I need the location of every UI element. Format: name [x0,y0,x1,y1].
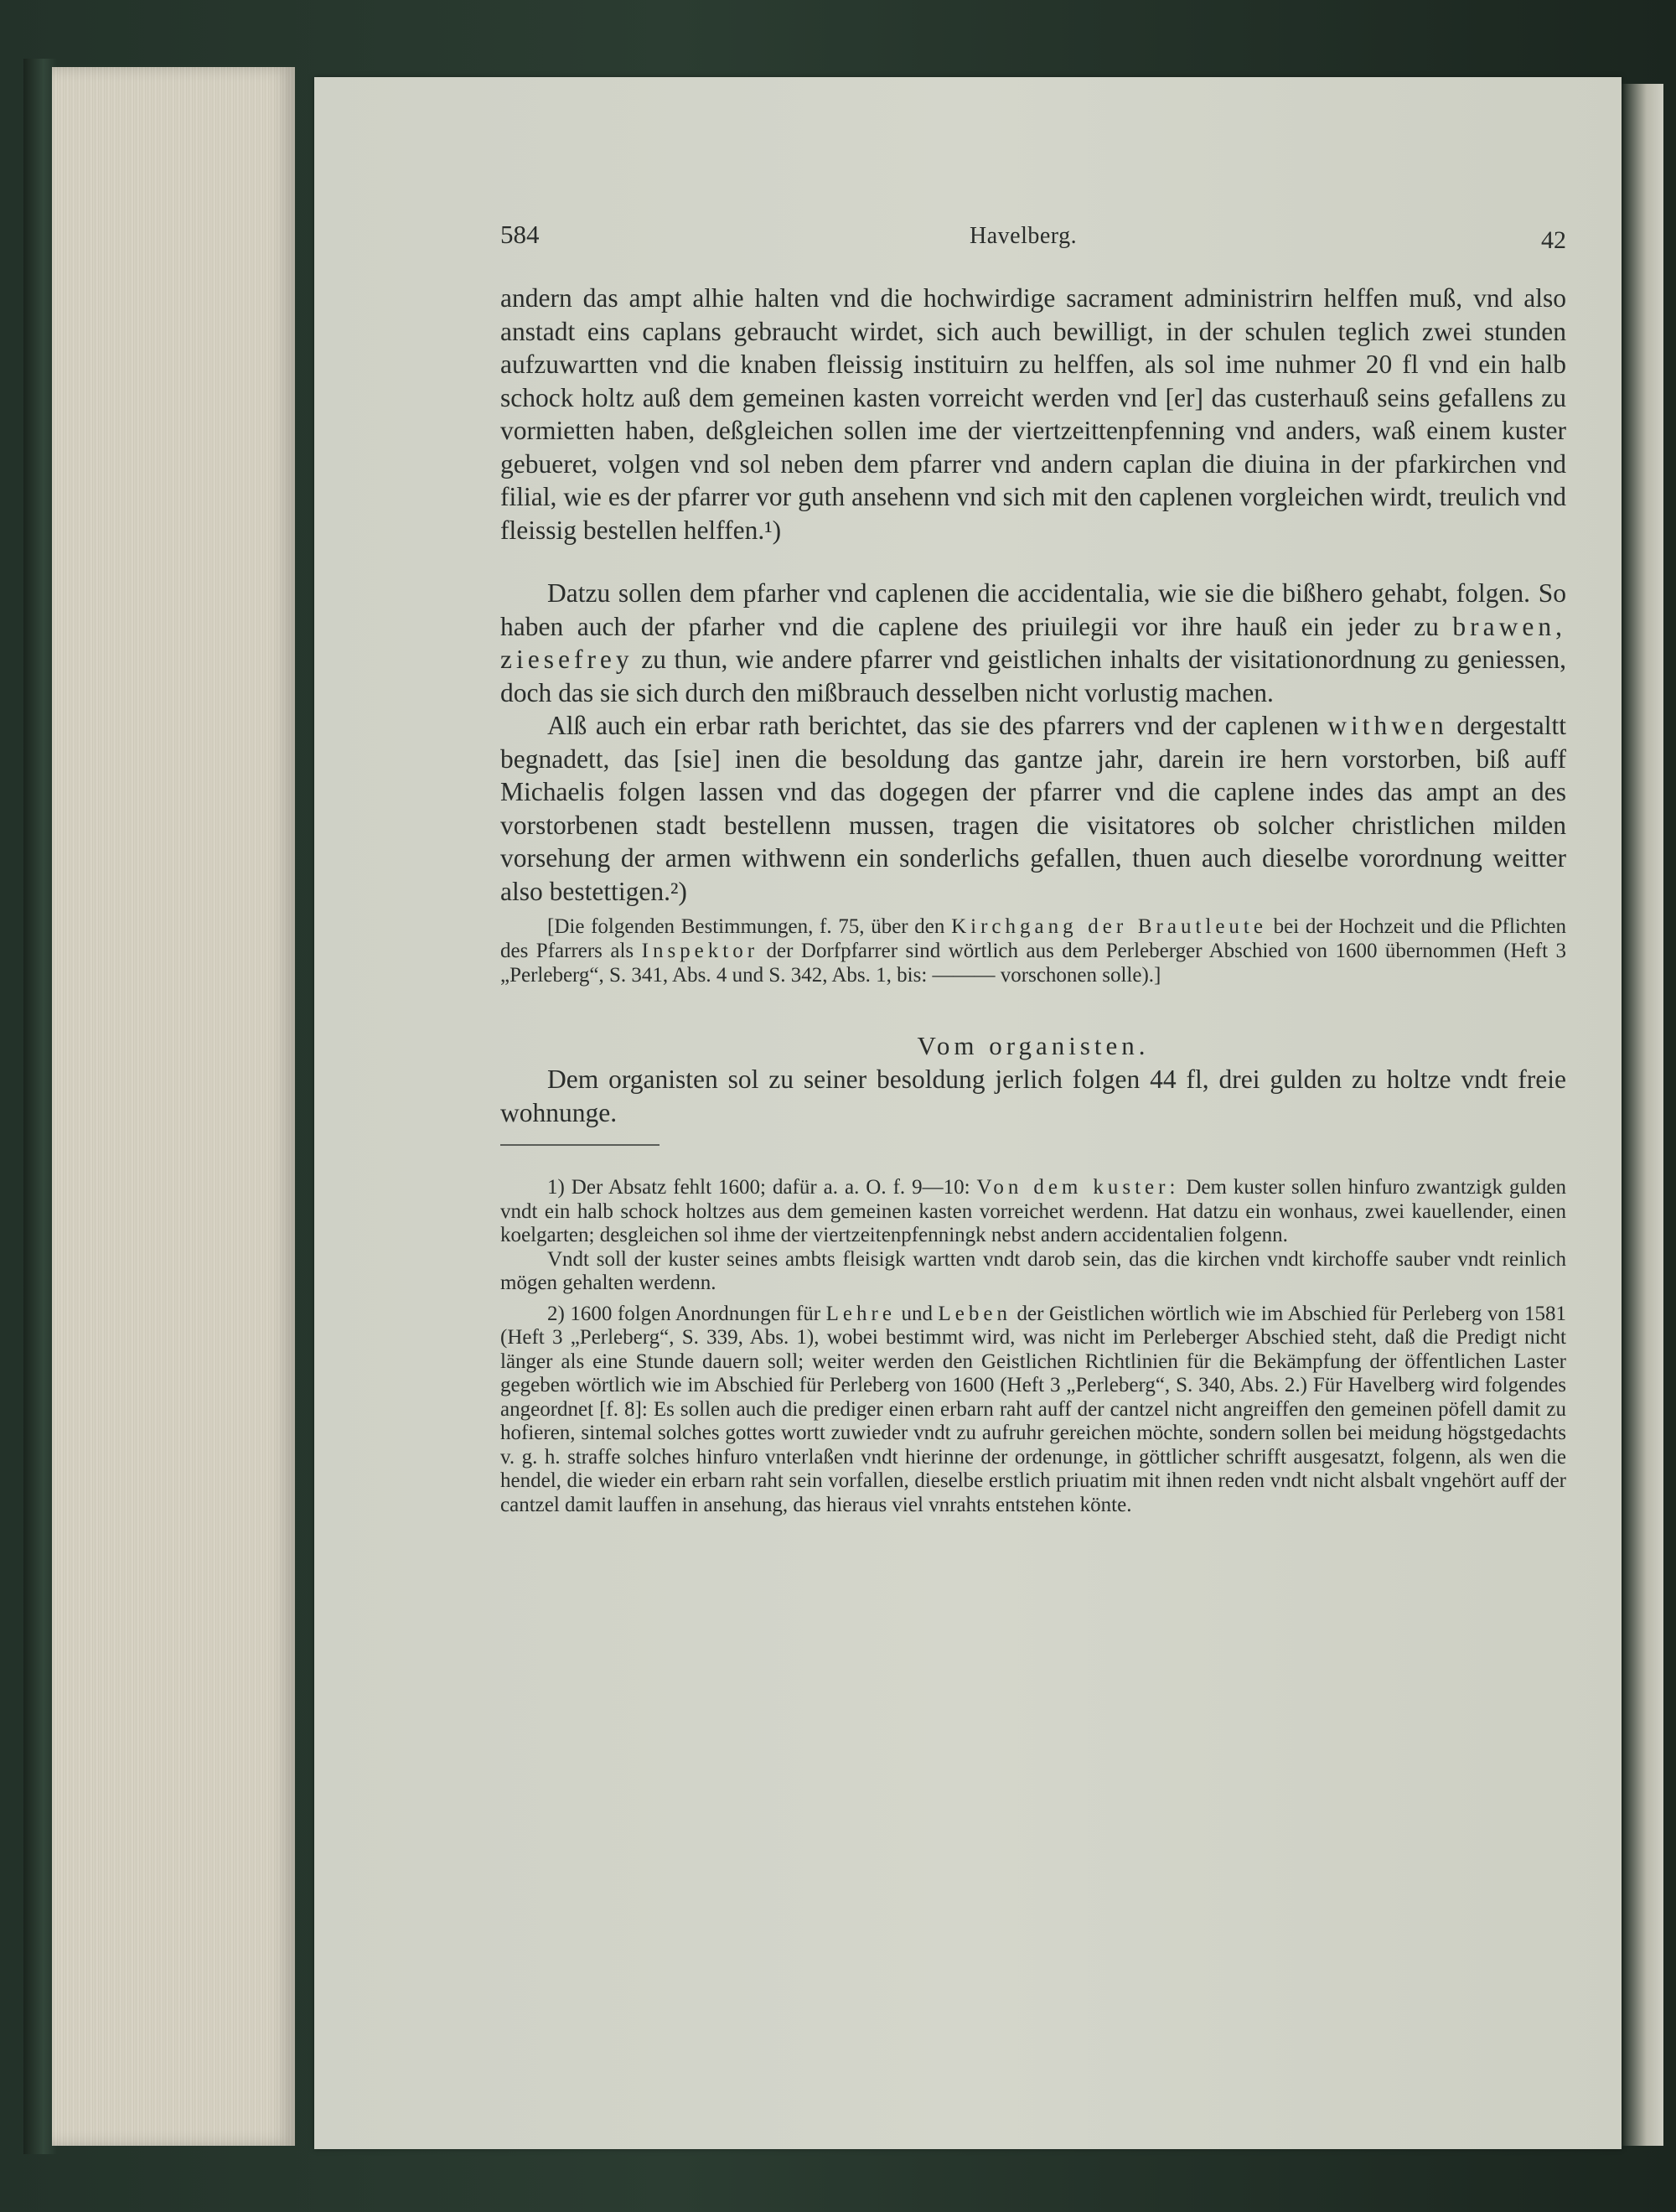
footnote-2 [500,1303,1566,1518]
paragraph-withwen [500,709,1566,908]
footnote-1 [500,1176,1566,1248]
text-run: bei der Hochzeit und die Pflichten des Pfarrers als [500,915,1567,962]
section-heading: Vom organisten. [917,1031,1150,1060]
spaced-text: Leben [938,1302,1011,1325]
text-run: 2) 1600 folgen Anordnungen für [547,1302,826,1325]
text-run: Dem kuster sollen hinfuro zwantzigk gulden vndt ein halb schock holtzes aus dem gemeinen kasten vorreichet werdenn. Hat datzu ein wonhaus, zwei kauellender, einen koelgarten; desgleichen sol ihme der viertzeitenpfenningk nebst andern accidentalien folgenn. [500,1176,1566,1246]
paragraph-gap [500,547,1566,577]
facing-page-edge [1622,84,1663,2146]
spaced-text: brawen, ziesefrey [500,611,1566,674]
footnote-1-continued: Vndt soll der kuster seines ambts fleisigk wartten vndt darob sein, das die kirchen vndt kirchoffe sauber vndt reinlich mögen gehalten werdenn. [500,1247,1566,1294]
spaced-text: Kirchgang der Brautleute [951,915,1267,938]
text-run: zu thun, wie andere pfarrer vnd geistlichen inhalts der visitationordnung zu geniessen, doch das sie sich durch den mißbrauch desselben nicht vorlustig machen. [500,645,1566,707]
text-run: und [895,1302,939,1325]
paragraph-organist: Dem organisten sol zu seiner besoldung jerlich folgen 44 fl, drei gulden zu holtze vndt freie wohnunge. [500,1065,1566,1127]
spaced-text: withwen [1327,711,1448,740]
paragraph-kuster: andern das ampt alhie halten vnd die hochwirdige sacrament administrirn helffen muß, vnd also anstadt eins caplans gebraucht wirdet, sich auch bewilligt, in der schulen teglich zwei stunden aufzuwartten vnd die knaben fleissig instituirn zu helffen, als sol ime nuhmer 20 fl vnd ein halb schock holtz auß dem gemeinen kasten vorreicht werden vnd [er] das custerhauß seins gefallens zu vormietten haben, deßgleichen sollen ime der viertzeittenpfenning vnd anders, waß einem kuster gebueret, volgen vnd sol neben dem pfarrer vnd andern caplan die diuina in der pfarkirchen vnd filial, wie es der pfarrer vor guth ansehenn vnd sich mit den caplenen vorgleichen wirdt, treulich vnd fleissig bestellen helffen.¹) [500,283,1566,545]
book-page-edges [52,67,295,2146]
text-run: der Geistlichen wörtlich wie im Abschied für Perleberg von 1581 (Heft 3 „Perleberg“, S. 339, Abs. 1), wobei bestimmt wird, was nicht im Perleberger Abschied steht, daß die Predigt nicht länger als eine Stunde dauern soll; weiter werden den Geistlichen Richtlinien für die Bekämpfung der öffentlichen Laster gegeben wörtlich wie im Abschied für Perleberg von 1600 (Heft 3 „Perleberg“, S. 340, Abs. 2.) Für Havelberg wird folgendes angeordnet [f. 8]: Es sollen auch die prediger einen erbarn raht auff der cantzel nicht angreiffen den gemeinen pöfell damit zu hofieren, sintemal solches gottes wortt zuwieder vndt zu aufruhr gereichen möchte, sondern sollen bei meidung högstgedachts v. g. h. straffe solches hinfuro vnterlaßen vndt hierinne der ordenunge, in göttlicher schrifft ausgesatzt, folgenn, als wen die hendel, die wieder ein erbarn raht sein vorfallen, dieselbe erstlich priuatim mit ihnen reden vndt nicht alsbalt vngehört auff der cantzel damit lauffen in ansehung, das hieraus viel vnrahts entstehen könte. [500,1302,1567,1516]
footnote-gap [500,1296,1566,1303]
running-title: Havelberg. [970,223,1078,249]
sheet-number: 42 [1541,226,1566,254]
text-run: Alß auch ein erbar rath berichtet, das sie des pfarrers vnd der caplenen [547,711,1328,740]
book-page [314,77,1622,2149]
page-number: 584 [500,220,540,249]
page-content [500,220,1566,1517]
spaced-text: Von dem kuster: [976,1176,1180,1199]
page-header [500,220,1566,282]
spaced-text: Lehre [825,1302,896,1325]
editorial-note [500,914,1566,987]
text-run: 1) Der Absatz fehlt 1600; dafür a. a. O. f. 9—10: [547,1176,977,1199]
footnote-divider [500,1144,660,1146]
text-run: dergestaltt begnadett, das [sie] inen die besoldung das gantze jahr, darein ire hern vorstorben, biß auff Michaelis folgen lassen vnd das dogegen der pfarrer vnd die caplene indes das ampt an des vorstorbenen stadt bestellenn mussen, tragen die visitatores ob solcher christlichen milden vorsehung der armen withwenn ein sonderlichs gefallen, thuen auch dieselbe vorordnung weitter also bestettigen.²) [500,711,1566,906]
text-run: Datzu sollen dem pfarher vnd caplenen die accidentalia, wie sie die bißhero gehabt, folgen. So haben auch der pfarher vnd die caplene des priuilegii vor ihre hauß ein jeder zu [500,578,1566,641]
text-run: der Dorfpfarrer sind wörtlich aus dem Perleberger Abschied von 1600 übernommen (Heft 3 „Perleberg“, S. 341, Abs. 4 und S. 342, Abs. 1, bis: ——— vorschonen solle).] [500,940,1566,987]
text-run: [Die folgenden Bestimmungen, f. 75, über den [547,915,952,938]
spaced-text: Inspektor [641,940,759,962]
paragraph-accidentalia [500,577,1566,709]
